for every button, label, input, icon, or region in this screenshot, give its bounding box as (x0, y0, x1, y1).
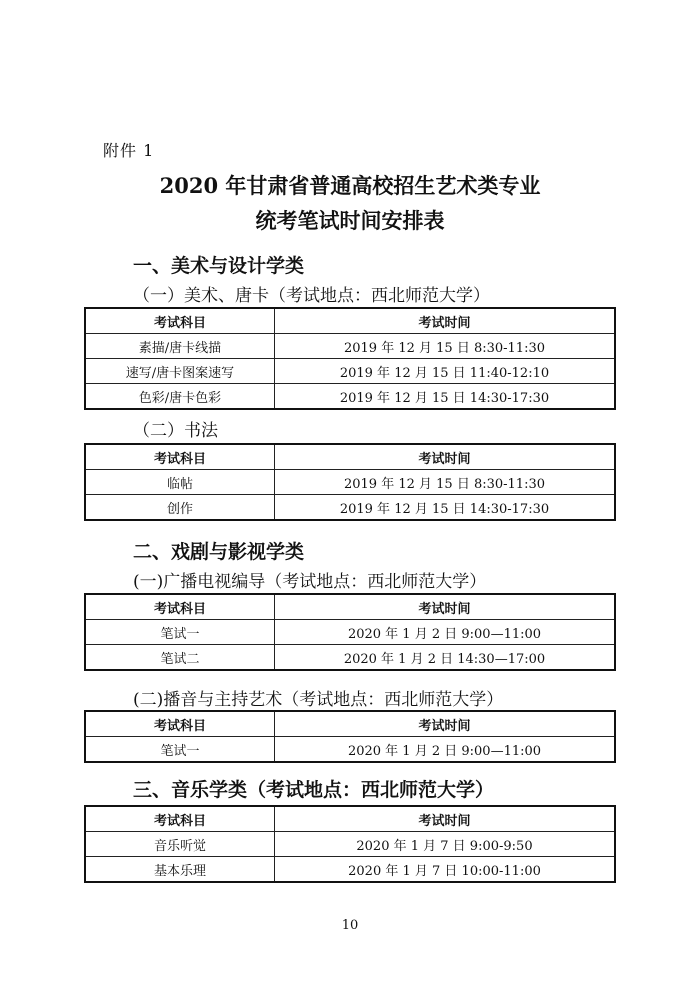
table-header-row (85, 444, 615, 470)
table-row (85, 495, 615, 521)
subject-cell: 音乐听觉 (85, 832, 275, 857)
subject-cell: 笔试一 (85, 620, 275, 645)
subject-cell: 速写/唐卡图案速写 (85, 359, 275, 384)
time-cell: 2019 年 12 月 15 日 14:30-17:30 (275, 384, 616, 410)
column-header-subject: 考试科目 (85, 308, 275, 334)
column-header-time: 考试时间 (275, 711, 616, 737)
broadcast-directing-schedule-table (84, 593, 616, 671)
section2-sub1-heading: (一)广播电视编导（考试地点：西北师范大学） (133, 572, 487, 592)
table-row (85, 470, 615, 495)
subject-cell: 创作 (85, 495, 275, 521)
subject-cell: 基本乐理 (85, 857, 275, 883)
table-row (85, 384, 615, 410)
subject-cell: 临帖 (85, 470, 275, 495)
table-header-row (85, 806, 615, 832)
table-row (85, 620, 615, 645)
section1-sub2-heading: （二）书法 (133, 421, 218, 441)
table-header-row (85, 711, 615, 737)
column-header-subject: 考试科目 (85, 711, 275, 737)
time-cell: 2019 年 12 月 15 日 8:30-11:30 (275, 470, 616, 495)
column-header-time: 考试时间 (275, 806, 616, 832)
table-header-row (85, 594, 615, 620)
table-row (85, 857, 615, 883)
table-row (85, 359, 615, 384)
table-header-row (85, 308, 615, 334)
column-header-time: 考试时间 (275, 308, 616, 334)
time-cell: 2020 年 1 月 2 日 9:00—11:00 (275, 737, 616, 763)
table-row (85, 645, 615, 671)
time-cell: 2020 年 1 月 2 日 9:00—11:00 (275, 620, 616, 645)
broadcasting-hosting-schedule-table (84, 710, 616, 763)
column-header-subject: 考试科目 (85, 806, 275, 832)
section2-sub2-heading: (二)播音与主持艺术（考试地点：西北师范大学） (133, 690, 504, 710)
column-header-time: 考试时间 (275, 594, 616, 620)
table-row (85, 737, 615, 763)
time-cell: 2019 年 12 月 15 日 14:30-17:30 (275, 495, 616, 521)
subject-cell: 笔试一 (85, 737, 275, 763)
art-design-schedule-table (84, 307, 616, 410)
subject-cell: 素描/唐卡线描 (85, 334, 275, 359)
time-cell: 2019 年 12 月 15 日 11:40-12:10 (275, 359, 616, 384)
section3-heading: 三、音乐学类（考试地点：西北师范大学） (133, 779, 495, 801)
attachment-label: 附件 1 (103, 141, 155, 160)
page-title-line1: 2020 年甘肃省普通高校招生艺术类专业 (159, 173, 541, 198)
section2-heading: 二、戏剧与影视学类 (133, 541, 305, 563)
column-header-time: 考试时间 (275, 444, 616, 470)
time-cell: 2020 年 1 月 7 日 9:00-9:50 (275, 832, 616, 857)
time-cell: 2020 年 1 月 2 日 14:30—17:00 (275, 645, 616, 671)
time-cell: 2019 年 12 月 15 日 8:30-11:30 (275, 334, 616, 359)
column-header-subject: 考试科目 (85, 594, 275, 620)
section1-sub1-heading: （一）美术、唐卡（考试地点：西北师范大学） (133, 286, 490, 306)
column-header-subject: 考试科目 (85, 444, 275, 470)
subject-cell: 色彩/唐卡色彩 (85, 384, 275, 410)
subject-cell: 笔试二 (85, 645, 275, 671)
page-number: 10 (341, 918, 359, 933)
table-row (85, 334, 615, 359)
section1-heading: 一、美术与设计学类 (133, 255, 305, 277)
table-row (85, 832, 615, 857)
time-cell: 2020 年 1 月 7 日 10:00-11:00 (275, 857, 616, 883)
music-schedule-table (84, 805, 616, 883)
page-title-line2: 统考笔试时间安排表 (255, 208, 445, 233)
calligraphy-schedule-table (84, 443, 616, 521)
